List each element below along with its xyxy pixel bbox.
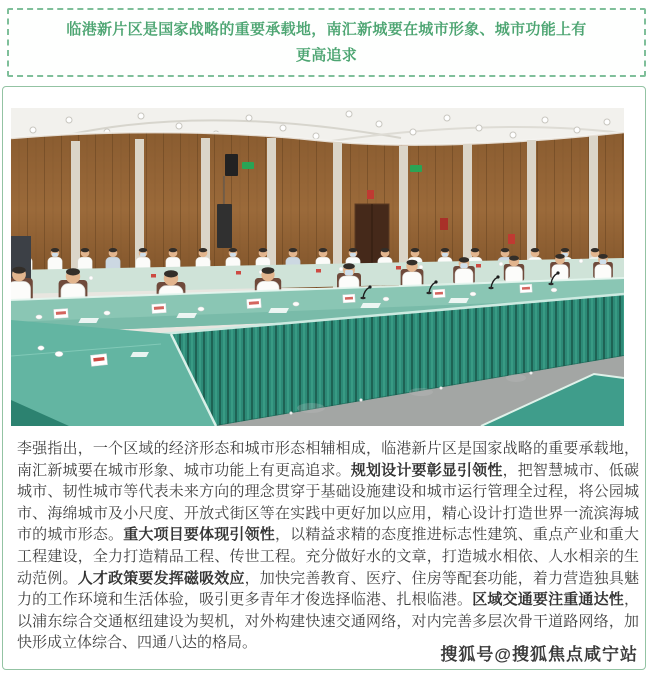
article-body (2, 86, 646, 670)
exit-sign (242, 162, 254, 169)
meeting-photo-graphic (11, 108, 624, 426)
paragraph-segment: ，加快完善教育、医疗、住房等配套功能，着力营造独具魅力的工作环境和生活体验，吸引更多青年才俊选择临港、扎根临港。 (17, 569, 639, 609)
fire-alarm-box (367, 190, 374, 199)
name-card (90, 354, 107, 367)
exit-sign (410, 165, 422, 172)
fire-alarm-box (508, 234, 515, 244)
wall-speaker (225, 154, 238, 176)
watermark: 搜狐号@搜狐焦点咸宁站 (440, 645, 638, 664)
paragraph-segment: ，以精益求精的态度推进标志性建筑、重点产业和重大工程建设，全力打造精品工程、传世工程。充分做好水的文章，打造城水相依、人水相亲的生动范例。 (17, 526, 639, 587)
paper (130, 352, 149, 357)
paragraph-segment: ，把智慧城市、低碳城市、韧性城市等代表未来方向的理念贯穿于基础设施建设和城市运行管理全过程，将公园城市、海绵城市及小尺度、开放式街区等在实践中更好加以应用，精心设计打造世界一流滨海城市的城市形态。 (17, 461, 639, 544)
paragraph-bold-segment: 规划设计要彰显引领性 (350, 461, 503, 479)
paragraph-bold-segment: 区域交通要注重通达性 (472, 591, 624, 609)
floor-speaker (217, 204, 232, 248)
paragraph-bold-segment: 重大项目要体现引领性 (123, 526, 275, 544)
quote-text: 临港新片区是国家战略的重要承载地，南汇新城要在城市形象、城市功能上有更高追求 (66, 20, 587, 64)
tea-cup (55, 351, 63, 356)
highlight-quote-box (7, 8, 646, 77)
meeting-photo[interactable] (11, 108, 624, 426)
paragraph-segment: 李强指出，一个区域的经济形态和城市形态相辅相成，临港新片区是国家战略的重要承载地，南汇新城要在城市形象、城市功能上有更高追求。 (17, 440, 639, 479)
paragraph-segment: ，以浦东综合交通枢纽建设为契机，对外构建快速交通网络，对内完善多层次骨干道路网络，加快形成立体综合、四通八达的格局。 (17, 591, 639, 652)
paragraph-bold-segment: 人才政策要发挥磁吸效应 (77, 569, 245, 587)
article-paragraph (17, 438, 639, 654)
fire-alarm-box (440, 218, 448, 230)
tea-cup (38, 346, 44, 350)
